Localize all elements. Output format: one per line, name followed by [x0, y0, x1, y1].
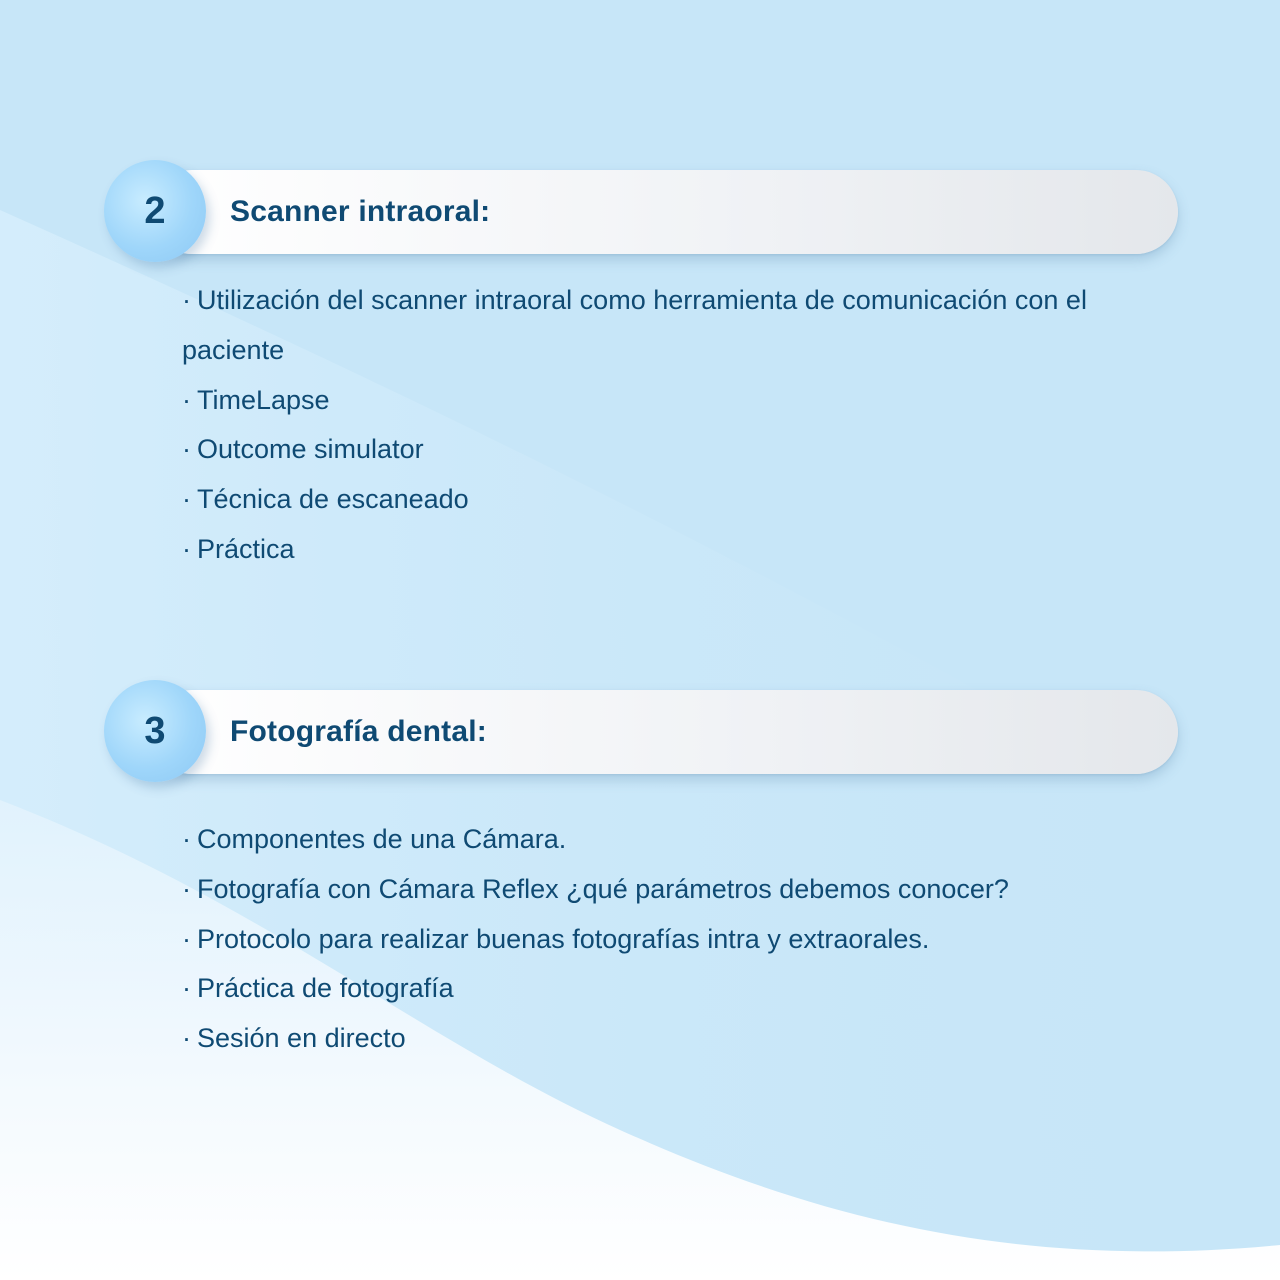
list-item-text: Outcome simulator [197, 434, 424, 465]
list-item-text: Protocolo para realizar buenas fotografías intra y extraorales. [197, 923, 930, 954]
list-item [182, 1014, 1172, 1064]
bullet-list [182, 815, 1172, 1064]
section-title-bar [150, 170, 1178, 254]
list-item-text: Componentes de una Cámara. [197, 824, 567, 854]
list-item [182, 865, 1172, 915]
list-item-text: Práctica de fotografía [197, 973, 454, 1004]
list-item-text: Utilización del scanner intraoral como herramienta de comunicación con el paciente [182, 285, 1087, 365]
section-header [0, 160, 1280, 264]
section-title-bar [150, 690, 1178, 774]
bullet-dot: · [182, 533, 191, 564]
section-number-badge: 2 [104, 160, 206, 262]
bullet-dot: · [182, 1023, 191, 1054]
list-item [182, 815, 1172, 865]
section-title: Fotografía dental: [230, 715, 487, 748]
list-item [182, 525, 1172, 575]
list-item-text: TimeLapse [197, 384, 330, 415]
bullet-dot: · [182, 434, 191, 465]
bullet-dot: · [182, 923, 191, 954]
section-header [0, 680, 1280, 784]
list-item [182, 376, 1172, 426]
bullet-list [182, 276, 1172, 575]
section-scanner-intraoral [0, 160, 1280, 564]
section-fotografia-dental [0, 680, 1280, 1054]
bullet-dot: · [182, 973, 191, 1004]
list-item [182, 475, 1172, 525]
section-title: Scanner intraoral: [230, 195, 491, 228]
list-item-text: Práctica [197, 533, 295, 564]
list-item-text: Sesión en directo [197, 1023, 406, 1054]
list-item [182, 964, 1172, 1014]
list-item-text: Fotografía con Cámara Reflex ¿qué parámetros debemos conocer? [197, 873, 1009, 904]
list-item [182, 276, 1172, 376]
section-number-badge: 3 [104, 680, 206, 782]
bullet-dot: · [182, 484, 191, 515]
list-item-text: Técnica de escaneado [197, 484, 469, 515]
bullet-dot: · [182, 384, 191, 415]
list-item [182, 915, 1172, 965]
list-item [182, 425, 1172, 475]
bullet-dot: · [182, 873, 191, 904]
bullet-dot: · [182, 285, 191, 315]
bullet-dot: · [182, 824, 191, 854]
